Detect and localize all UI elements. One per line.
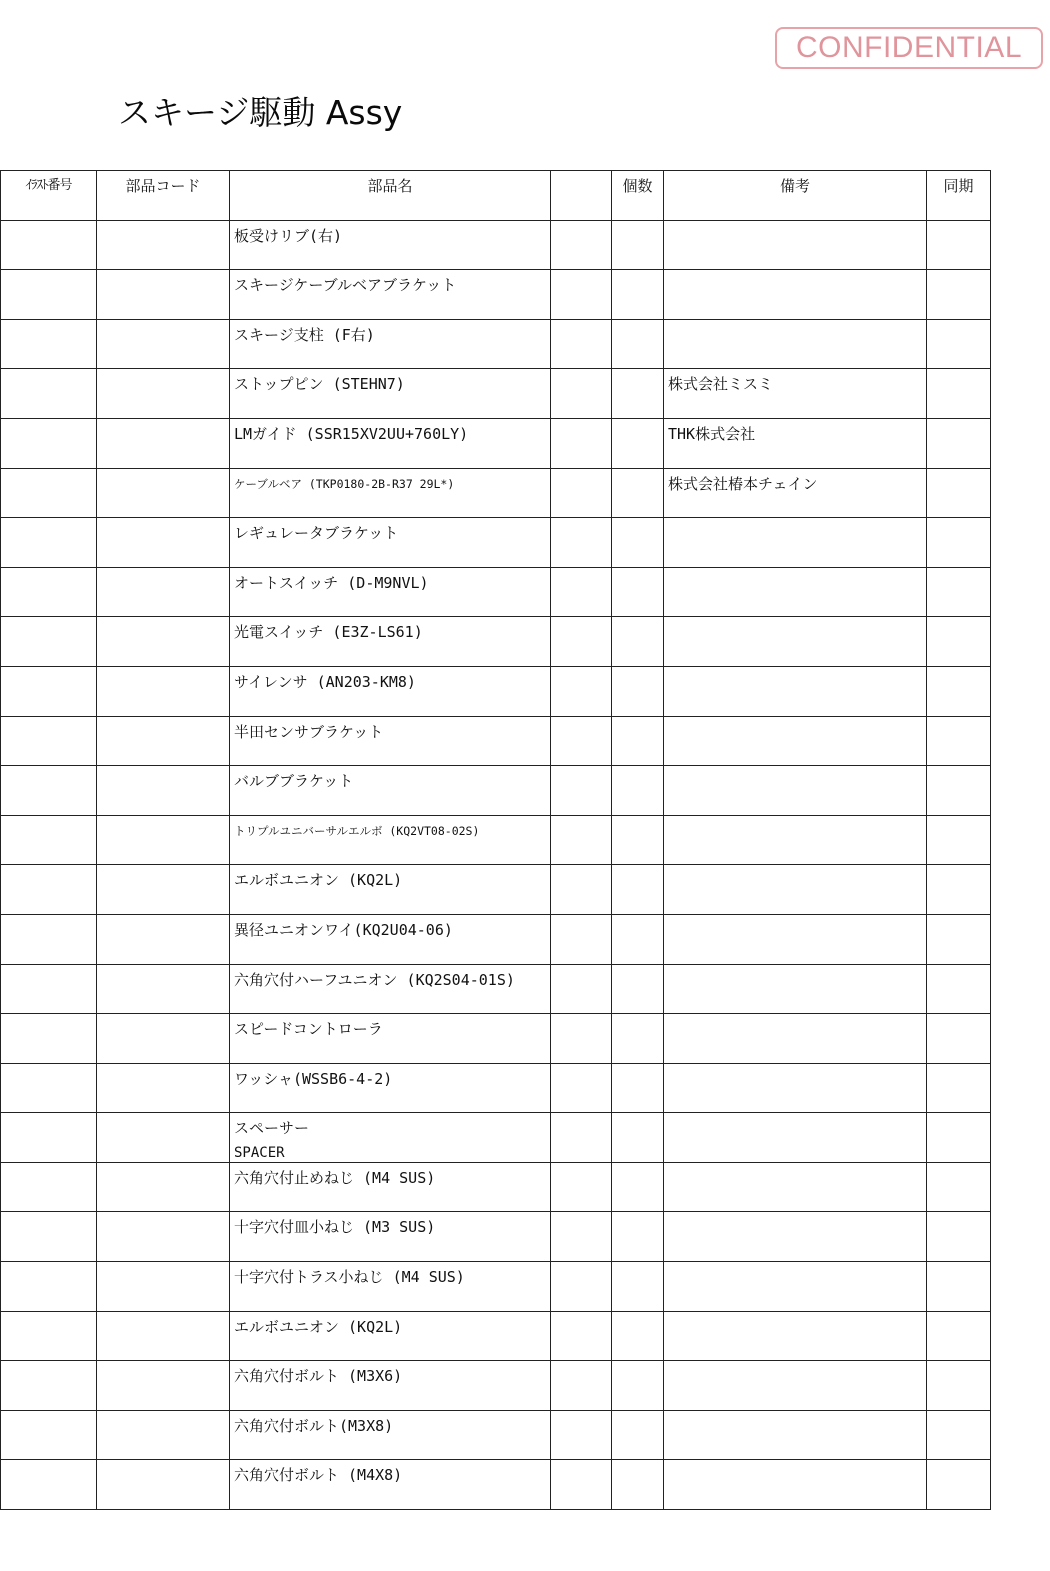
part-name-subtext: SPACER xyxy=(234,1145,285,1162)
qty-cell xyxy=(612,1460,664,1510)
table-row xyxy=(1,1460,991,1510)
part-name-cell xyxy=(230,418,551,468)
qty-cell xyxy=(612,319,664,369)
table-row xyxy=(1,716,991,766)
blank-cell xyxy=(551,1212,612,1262)
part-name-text: 光電スイッチ (E3Z-LS61) xyxy=(234,623,423,642)
illust-no-cell xyxy=(1,766,97,816)
blank-cell xyxy=(551,418,612,468)
table-row xyxy=(1,617,991,667)
illust-no-cell xyxy=(1,716,97,766)
part-name-text: オートスイッチ (D-M9NVL) xyxy=(234,573,429,592)
part-name-cell xyxy=(230,1212,551,1262)
table-row xyxy=(1,1410,991,1460)
sync-cell xyxy=(927,815,991,865)
illust-no-cell xyxy=(1,1212,97,1262)
illust-no-cell xyxy=(1,369,97,419)
illust-no-cell xyxy=(1,1262,97,1312)
blank-cell xyxy=(551,270,612,320)
qty-cell xyxy=(612,270,664,320)
qty-cell xyxy=(612,1311,664,1361)
part-code-cell xyxy=(97,964,230,1014)
part-code-cell xyxy=(97,418,230,468)
table-row xyxy=(1,1311,991,1361)
part-code-cell xyxy=(97,666,230,716)
sync-cell xyxy=(927,1113,991,1163)
blank-cell xyxy=(551,617,612,667)
part-name-text: ワッシャ(WSSB6-4-2) xyxy=(234,1069,393,1088)
illust-no-cell xyxy=(1,914,97,964)
qty-cell xyxy=(612,766,664,816)
qty-cell xyxy=(612,964,664,1014)
illust-no-cell xyxy=(1,1361,97,1411)
column-header-part-name: 部品名 xyxy=(230,171,551,221)
part-name-cell xyxy=(230,1014,551,1064)
remarks-cell xyxy=(664,1361,927,1411)
part-code-cell xyxy=(97,1212,230,1262)
remarks-cell xyxy=(664,1014,927,1064)
remarks-cell xyxy=(664,567,927,617)
remarks-cell xyxy=(664,1262,927,1312)
qty-cell xyxy=(612,468,664,518)
column-header-sync: 同期 xyxy=(927,171,991,221)
remarks-cell: 株式会社椿本チェイン xyxy=(664,468,927,518)
sync-cell xyxy=(927,766,991,816)
remarks-cell xyxy=(664,666,927,716)
remarks-cell xyxy=(664,1162,927,1212)
part-name-text: スキージケーブルベアブラケット xyxy=(234,276,457,295)
remarks-cell xyxy=(664,1311,927,1361)
illust-no-cell xyxy=(1,220,97,270)
illust-no-cell xyxy=(1,1063,97,1113)
sync-cell xyxy=(927,369,991,419)
blank-cell xyxy=(551,468,612,518)
part-name-cell xyxy=(230,1063,551,1113)
remarks-cell xyxy=(664,220,927,270)
blank-cell xyxy=(551,1162,612,1212)
part-name-cell xyxy=(230,270,551,320)
qty-cell xyxy=(612,1262,664,1312)
blank-cell xyxy=(551,1014,612,1064)
table-row xyxy=(1,369,991,419)
part-name-cell xyxy=(230,1113,551,1163)
remarks-cell xyxy=(664,319,927,369)
blank-cell xyxy=(551,1262,612,1312)
illust-no-cell xyxy=(1,319,97,369)
sync-cell xyxy=(927,1311,991,1361)
part-code-cell xyxy=(97,766,230,816)
table-row xyxy=(1,319,991,369)
blank-cell xyxy=(551,220,612,270)
table-row xyxy=(1,1113,991,1163)
qty-cell xyxy=(612,220,664,270)
sync-cell xyxy=(927,964,991,1014)
illust-no-cell xyxy=(1,666,97,716)
sync-cell xyxy=(927,418,991,468)
qty-cell xyxy=(612,617,664,667)
table-row xyxy=(1,220,991,270)
illust-no-cell xyxy=(1,617,97,667)
qty-cell xyxy=(612,518,664,568)
illust-no-cell xyxy=(1,567,97,617)
part-name-text: 六角穴付止めねじ (M4 SUS) xyxy=(234,1168,436,1187)
blank-cell xyxy=(551,716,612,766)
illust-no-cell xyxy=(1,1311,97,1361)
part-name-cell xyxy=(230,1361,551,1411)
part-name-text: 半田センサブラケット xyxy=(234,722,384,741)
table-row xyxy=(1,270,991,320)
illust-no-cell xyxy=(1,418,97,468)
part-name-text: エルボユニオン (KQ2L) xyxy=(234,1317,403,1336)
table-row xyxy=(1,1014,991,1064)
remarks-cell xyxy=(664,617,927,667)
part-code-cell xyxy=(97,914,230,964)
table-row xyxy=(1,1063,991,1113)
table-row xyxy=(1,865,991,915)
blank-cell xyxy=(551,1361,612,1411)
qty-cell xyxy=(612,1361,664,1411)
sync-cell xyxy=(927,666,991,716)
part-name-text: 異径ユニオンワイ(KQ2U04-06) xyxy=(234,920,453,939)
sync-cell xyxy=(927,1063,991,1113)
part-name-cell xyxy=(230,716,551,766)
part-code-cell xyxy=(97,1162,230,1212)
illust-no-cell xyxy=(1,468,97,518)
part-name-text: 十字穴付皿小ねじ (M3 SUS) xyxy=(234,1218,436,1237)
table-body xyxy=(1,220,991,1509)
part-code-cell xyxy=(97,1361,230,1411)
sync-cell xyxy=(927,468,991,518)
remarks-cell xyxy=(664,1410,927,1460)
table-header-row xyxy=(1,171,991,221)
part-code-cell xyxy=(97,1262,230,1312)
part-name-text: ストップピン (STEHN7) xyxy=(234,375,405,394)
column-header-qty: 個数 xyxy=(612,171,664,221)
illust-no-cell xyxy=(1,1460,97,1510)
part-code-cell xyxy=(97,518,230,568)
part-name-cell xyxy=(230,914,551,964)
qty-cell xyxy=(612,567,664,617)
qty-cell xyxy=(612,1410,664,1460)
part-code-cell xyxy=(97,1410,230,1460)
blank-cell xyxy=(551,319,612,369)
part-name-cell xyxy=(230,567,551,617)
part-code-cell xyxy=(97,1063,230,1113)
table-row xyxy=(1,567,991,617)
part-name-text: 六角穴付ボルト (M3X6) xyxy=(234,1367,403,1386)
remarks-cell: THK株式会社 xyxy=(664,418,927,468)
sync-cell xyxy=(927,716,991,766)
part-name-text: エルボユニオン (KQ2L) xyxy=(234,871,403,890)
blank-cell xyxy=(551,815,612,865)
part-code-cell xyxy=(97,865,230,915)
part-name-text: スキージ支柱 (F右) xyxy=(234,325,375,344)
sync-cell xyxy=(927,1014,991,1064)
column-header-illust-no: ｲﾗｽﾄ番号 xyxy=(1,171,97,221)
remarks-cell xyxy=(664,1063,927,1113)
part-code-cell xyxy=(97,369,230,419)
illust-no-cell xyxy=(1,518,97,568)
sync-cell xyxy=(927,220,991,270)
table-row xyxy=(1,518,991,568)
qty-cell xyxy=(612,1212,664,1262)
part-name-text: トリプルユニバーサルエルボ (KQ2VT08-02S) xyxy=(234,823,480,838)
part-name-cell xyxy=(230,1311,551,1361)
remarks-cell xyxy=(664,766,927,816)
part-name-text: バルブブラケット xyxy=(234,772,354,791)
blank-cell xyxy=(551,1460,612,1510)
illust-no-cell xyxy=(1,1113,97,1163)
remarks-cell xyxy=(664,1212,927,1262)
sync-cell xyxy=(927,1361,991,1411)
blank-cell xyxy=(551,567,612,617)
part-name-text: ケーブルベア (TKP0180-2B-R37 29L*) xyxy=(234,476,455,491)
part-code-cell xyxy=(97,567,230,617)
part-code-cell xyxy=(97,815,230,865)
table-row xyxy=(1,1162,991,1212)
remarks-cell xyxy=(664,914,927,964)
part-code-cell xyxy=(97,617,230,667)
qty-cell xyxy=(612,914,664,964)
page-title: スキージ駆動 Assy xyxy=(118,93,403,132)
qty-cell xyxy=(612,815,664,865)
parts-table xyxy=(0,170,991,1510)
qty-cell xyxy=(612,666,664,716)
illust-no-cell xyxy=(1,270,97,320)
sync-cell xyxy=(927,1262,991,1312)
part-name-cell xyxy=(230,220,551,270)
table-row xyxy=(1,766,991,816)
part-name-cell xyxy=(230,766,551,816)
part-code-cell xyxy=(97,1460,230,1510)
blank-cell xyxy=(551,766,612,816)
sync-cell xyxy=(927,1460,991,1510)
column-header-part-code: 部品コード xyxy=(97,171,230,221)
part-code-cell xyxy=(97,716,230,766)
part-name-cell xyxy=(230,518,551,568)
part-name-text: LMガイド (SSR15XV2UU+760LY) xyxy=(234,424,469,443)
illust-no-cell xyxy=(1,1014,97,1064)
table-row xyxy=(1,815,991,865)
part-name-text: スペーサー xyxy=(234,1119,310,1138)
part-name-cell xyxy=(230,1410,551,1460)
part-name-text: 六角穴付ハーフユニオン (KQ2S04-01S) xyxy=(234,970,515,989)
qty-cell xyxy=(612,1113,664,1163)
part-name-cell xyxy=(230,468,551,518)
part-name-cell xyxy=(230,815,551,865)
part-name-text: 板受けリブ(右) xyxy=(234,226,343,245)
illust-no-cell xyxy=(1,815,97,865)
blank-cell xyxy=(551,369,612,419)
blank-cell xyxy=(551,1311,612,1361)
sync-cell xyxy=(927,1162,991,1212)
qty-cell xyxy=(612,1162,664,1212)
remarks-cell xyxy=(664,270,927,320)
illust-no-cell xyxy=(1,865,97,915)
blank-cell xyxy=(551,1410,612,1460)
part-name-text: 六角穴付ボルト (M4X8) xyxy=(234,1466,403,1485)
sync-cell xyxy=(927,617,991,667)
blank-cell xyxy=(551,914,612,964)
part-code-cell xyxy=(97,1113,230,1163)
part-name-text: レギュレータブラケット xyxy=(234,524,399,543)
remarks-cell xyxy=(664,518,927,568)
remarks-cell xyxy=(664,964,927,1014)
part-name-cell xyxy=(230,666,551,716)
part-name-cell xyxy=(230,1262,551,1312)
blank-cell xyxy=(551,666,612,716)
remarks-cell xyxy=(664,1113,927,1163)
table-row xyxy=(1,418,991,468)
part-name-text: スピードコントローラ xyxy=(234,1020,383,1039)
sync-cell xyxy=(927,319,991,369)
part-name-cell xyxy=(230,964,551,1014)
qty-cell xyxy=(612,418,664,468)
part-code-cell xyxy=(97,319,230,369)
blank-cell xyxy=(551,1113,612,1163)
sync-cell xyxy=(927,1212,991,1262)
remarks-cell xyxy=(664,716,927,766)
part-name-cell xyxy=(230,1460,551,1510)
blank-cell xyxy=(551,518,612,568)
table-row xyxy=(1,914,991,964)
part-name-text: 六角穴付ボルト(M3X8) xyxy=(234,1416,394,1435)
illust-no-cell xyxy=(1,964,97,1014)
remarks-cell: 株式会社ミスミ xyxy=(664,369,927,419)
qty-cell xyxy=(612,369,664,419)
sync-cell xyxy=(927,270,991,320)
part-code-cell xyxy=(97,220,230,270)
table-row xyxy=(1,666,991,716)
part-name-cell xyxy=(230,1162,551,1212)
table-row xyxy=(1,1212,991,1262)
sync-cell xyxy=(927,567,991,617)
sync-cell xyxy=(927,518,991,568)
blank-cell xyxy=(551,865,612,915)
qty-cell xyxy=(612,1063,664,1113)
table-row xyxy=(1,1262,991,1312)
sync-cell xyxy=(927,1410,991,1460)
part-name-text: 十字穴付トラス小ねじ (M4 SUS) xyxy=(234,1268,465,1287)
blank-cell xyxy=(551,1063,612,1113)
part-name-cell xyxy=(230,617,551,667)
part-code-cell xyxy=(97,1311,230,1361)
part-name-cell xyxy=(230,865,551,915)
part-name-cell xyxy=(230,369,551,419)
remarks-cell xyxy=(664,815,927,865)
blank-cell xyxy=(551,964,612,1014)
sync-cell xyxy=(927,914,991,964)
part-name-cell xyxy=(230,319,551,369)
qty-cell xyxy=(612,1014,664,1064)
part-code-cell xyxy=(97,270,230,320)
table-row xyxy=(1,1361,991,1411)
part-name-text: サイレンサ (AN203-KM8) xyxy=(234,672,416,691)
part-code-cell xyxy=(97,468,230,518)
qty-cell xyxy=(612,865,664,915)
column-header-remarks: 備考 xyxy=(664,171,927,221)
table-row xyxy=(1,964,991,1014)
column-header-blank xyxy=(551,171,612,221)
remarks-cell xyxy=(664,865,927,915)
illust-no-cell xyxy=(1,1410,97,1460)
part-code-cell xyxy=(97,1014,230,1064)
remarks-cell xyxy=(664,1460,927,1510)
confidential-stamp: CONFIDENTIAL xyxy=(775,27,1043,69)
qty-cell xyxy=(612,716,664,766)
table-row xyxy=(1,468,991,518)
illust-no-cell xyxy=(1,1162,97,1212)
sync-cell xyxy=(927,865,991,915)
